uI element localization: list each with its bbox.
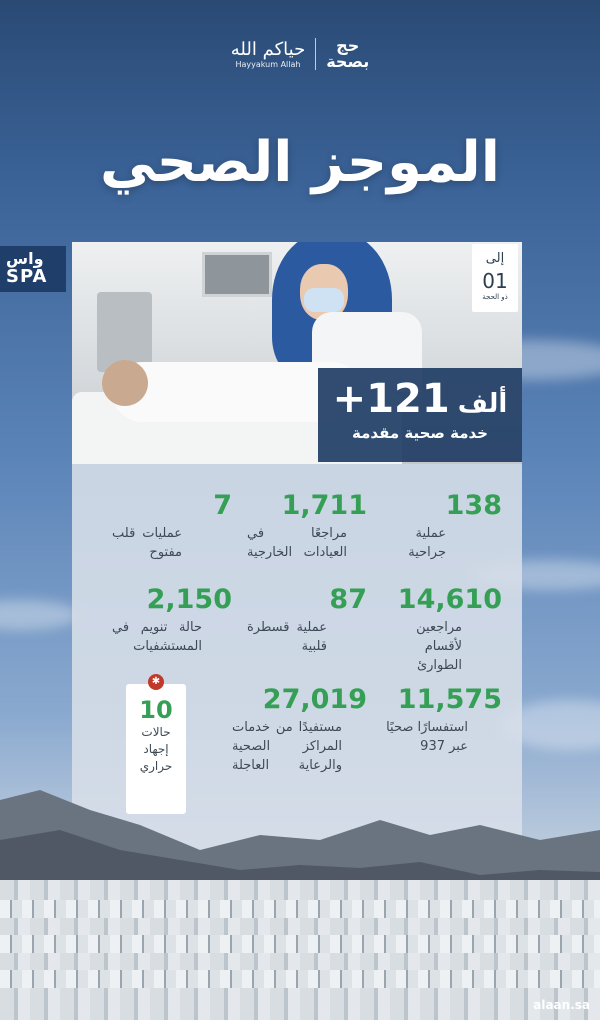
date-day: 01 [482,269,508,293]
stat-label: حالة تنويم في المستشفيات [112,620,202,654]
hajj-logo-line2: بصحة [326,52,370,71]
stat-value: 1,711 [281,490,367,521]
hayyakum-arabic: حياكم الله [230,38,306,60]
stat-health-centers [232,684,367,775]
sun-alert-icon: ✱ [148,674,164,690]
date-month: ذو الحجة [482,293,508,301]
stat-value: 87 [329,584,367,615]
logo-divider [315,38,316,70]
stat-emergency [382,584,502,675]
stat-label: مستفيدًا من خدمات المراكز الصحية والرعاية العاجلة [232,720,342,773]
stat-label: استفسارًا صحيًا عبر 937 [386,720,468,754]
headline-value: +121 [332,376,450,422]
stat-value: 7 [213,490,232,521]
photo-patient [102,360,148,406]
photo-monitor [202,252,272,297]
stat-label: عمليات قلب مفتوح [112,526,182,560]
hayyakum-english: Hayyakum Allah [235,59,301,69]
stat-outpatient [247,490,367,562]
stat-label: مراجعين لأقسام الطوارئ [416,620,462,673]
cloud [0,600,80,630]
stat-inquiries [382,684,502,756]
photo-nurse-mask [304,288,344,312]
stat-value: 14,610 [397,584,502,615]
page-title: الموجز الصحي [100,130,500,195]
headline-total [318,368,522,462]
stat-value: 2,150 [146,584,232,615]
headline-number-row [318,376,522,422]
stat-value: 27,019 [262,684,367,715]
stat-hospitalization [112,584,232,656]
spa-logo [0,246,66,292]
date-to-label: إلى [485,251,505,266]
watermark: alaan.sa [533,998,590,1012]
hajj-bisiha-logo [326,38,369,70]
stat-label: مراجعًا في العيادات الخارجية [247,526,347,560]
stat-value: 11,575 [397,684,502,715]
tents-area [0,880,600,1020]
header-logos [0,38,600,70]
hajj-logo-line1: حج [336,36,360,55]
special-label: حالات إجهاد حراري [139,725,173,773]
stat-catheterization [247,584,367,656]
stat-value: 138 [445,490,502,521]
tent-row [0,970,600,988]
date-badge [472,244,518,312]
headline-caption: خدمة صحية مقدمة [352,424,488,442]
stat-label: عملية جراحية [408,526,446,560]
stat-label: عملية قسطرة قلبية [247,620,327,654]
headline-unit: ألف [457,389,508,419]
special-value: 10 [139,696,173,724]
stat-surgeries [382,490,502,562]
tent-row [0,900,600,918]
stat-open-heart [112,490,232,562]
spa-logo-latin: SPA [6,266,48,287]
spa-logo-arabic: واس [6,249,44,268]
tent-row [0,935,600,953]
hayyakum-allah-logo [231,40,305,69]
